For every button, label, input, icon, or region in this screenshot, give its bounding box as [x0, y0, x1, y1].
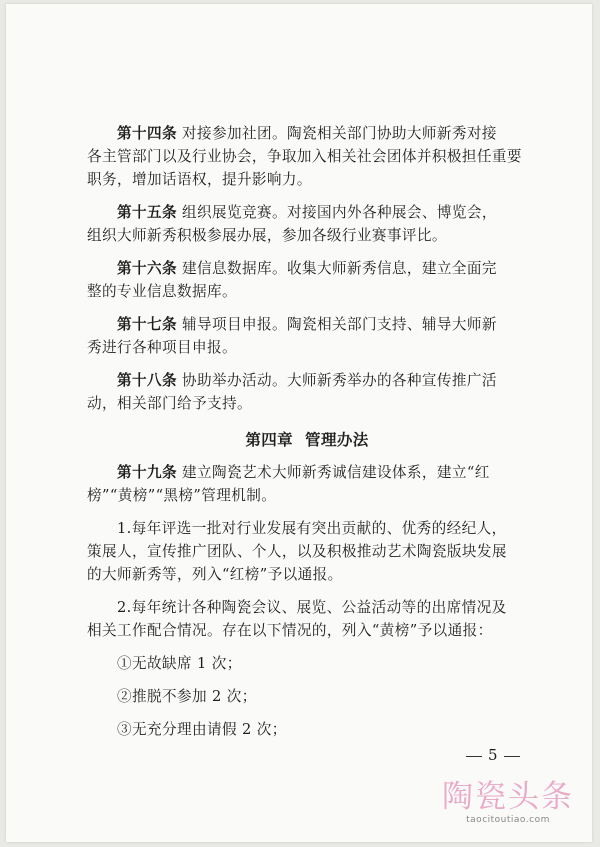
item-text: 1.每年评选一批对行业发展有突出贡献的、优秀的经纪人，	[117, 520, 507, 537]
watermark	[428, 780, 588, 826]
page-number	[460, 746, 526, 764]
article-17	[87, 313, 527, 359]
item-text: 的大师新秀等，列入“红榜”予以通报。	[87, 566, 343, 583]
article-text: 榜”“黄榜”“黑榜”管理机制。	[87, 487, 277, 504]
subitem-1	[87, 652, 527, 675]
article-19	[87, 461, 527, 507]
dash-right	[504, 756, 520, 757]
article-text: 各主管部门以及行业协会，争取加入相关社会团体并积极担任重要	[87, 148, 522, 165]
article-text: 整的专业信息数据库。	[87, 283, 237, 300]
article-text: 秀进行各种项目申报。	[87, 339, 237, 356]
article-text: 动，相关部门给予支持。	[87, 395, 252, 412]
article-label: 第十四条	[117, 125, 177, 142]
chapter-heading	[87, 428, 527, 451]
chapter-number: 第四章	[245, 430, 294, 449]
item-text: 策展人，宣传推广团队、个人，以及积极推动艺术陶瓷版块发展	[87, 543, 507, 560]
watermark-logo: 陶瓷头条	[442, 779, 574, 815]
chapter-title: 管理办法	[305, 430, 369, 449]
article-label: 第十六条	[117, 260, 177, 277]
article-14	[87, 122, 527, 191]
article-text: 建立陶瓷艺术大师新秀诚信建设体系，建立“红	[176, 464, 490, 481]
item-1	[87, 517, 527, 586]
subitem-text: ①无故缺席 1 次；	[117, 655, 242, 672]
subitem-text: ②推脱不参加 2 次；	[117, 688, 257, 705]
article-text: 建信息数据库。收集大师新秀信息，建立全面完	[176, 260, 497, 277]
article-label: 第十五条	[117, 204, 177, 221]
article-text: 协助举办活动。大师新秀举办的各种宣传推广活	[176, 372, 497, 389]
article-label: 第十八条	[117, 372, 177, 389]
page-number-value: 5	[488, 746, 498, 764]
article-text: 对接参加社团。陶瓷相关部门协助大师新秀对接	[176, 125, 497, 142]
dash-left	[466, 756, 482, 757]
document-body	[87, 122, 527, 741]
article-18	[87, 369, 527, 415]
article-text: 组织展览竞赛。对接国内外各种展会、博览会，	[176, 204, 497, 221]
item-text: 相关工作配合情况。存在以下情况的，列入“黄榜”予以通报：	[87, 622, 493, 639]
subitem-2	[87, 685, 527, 708]
item-text: 2.每年统计各种陶瓷会议、展览、公益活动等的出席情况及	[117, 599, 507, 616]
subitem-3	[87, 718, 527, 741]
article-text: 职务，增加话语权，提升影响力。	[87, 171, 312, 188]
article-15	[87, 201, 527, 247]
document-page	[6, 4, 592, 842]
article-label: 第十七条	[117, 316, 177, 333]
watermark-url: taocitoutiao.com	[466, 815, 550, 825]
item-2	[87, 596, 527, 642]
article-label: 第十九条	[117, 464, 177, 481]
subitem-text: ③无充分理由请假 2 次；	[117, 721, 287, 738]
article-text: 辅导项目申报。陶瓷相关部门支持、辅导大师新	[176, 316, 497, 333]
article-16	[87, 257, 527, 303]
article-text: 组织大师新秀积极参展办展，参加各级行业赛事评比。	[87, 227, 447, 244]
